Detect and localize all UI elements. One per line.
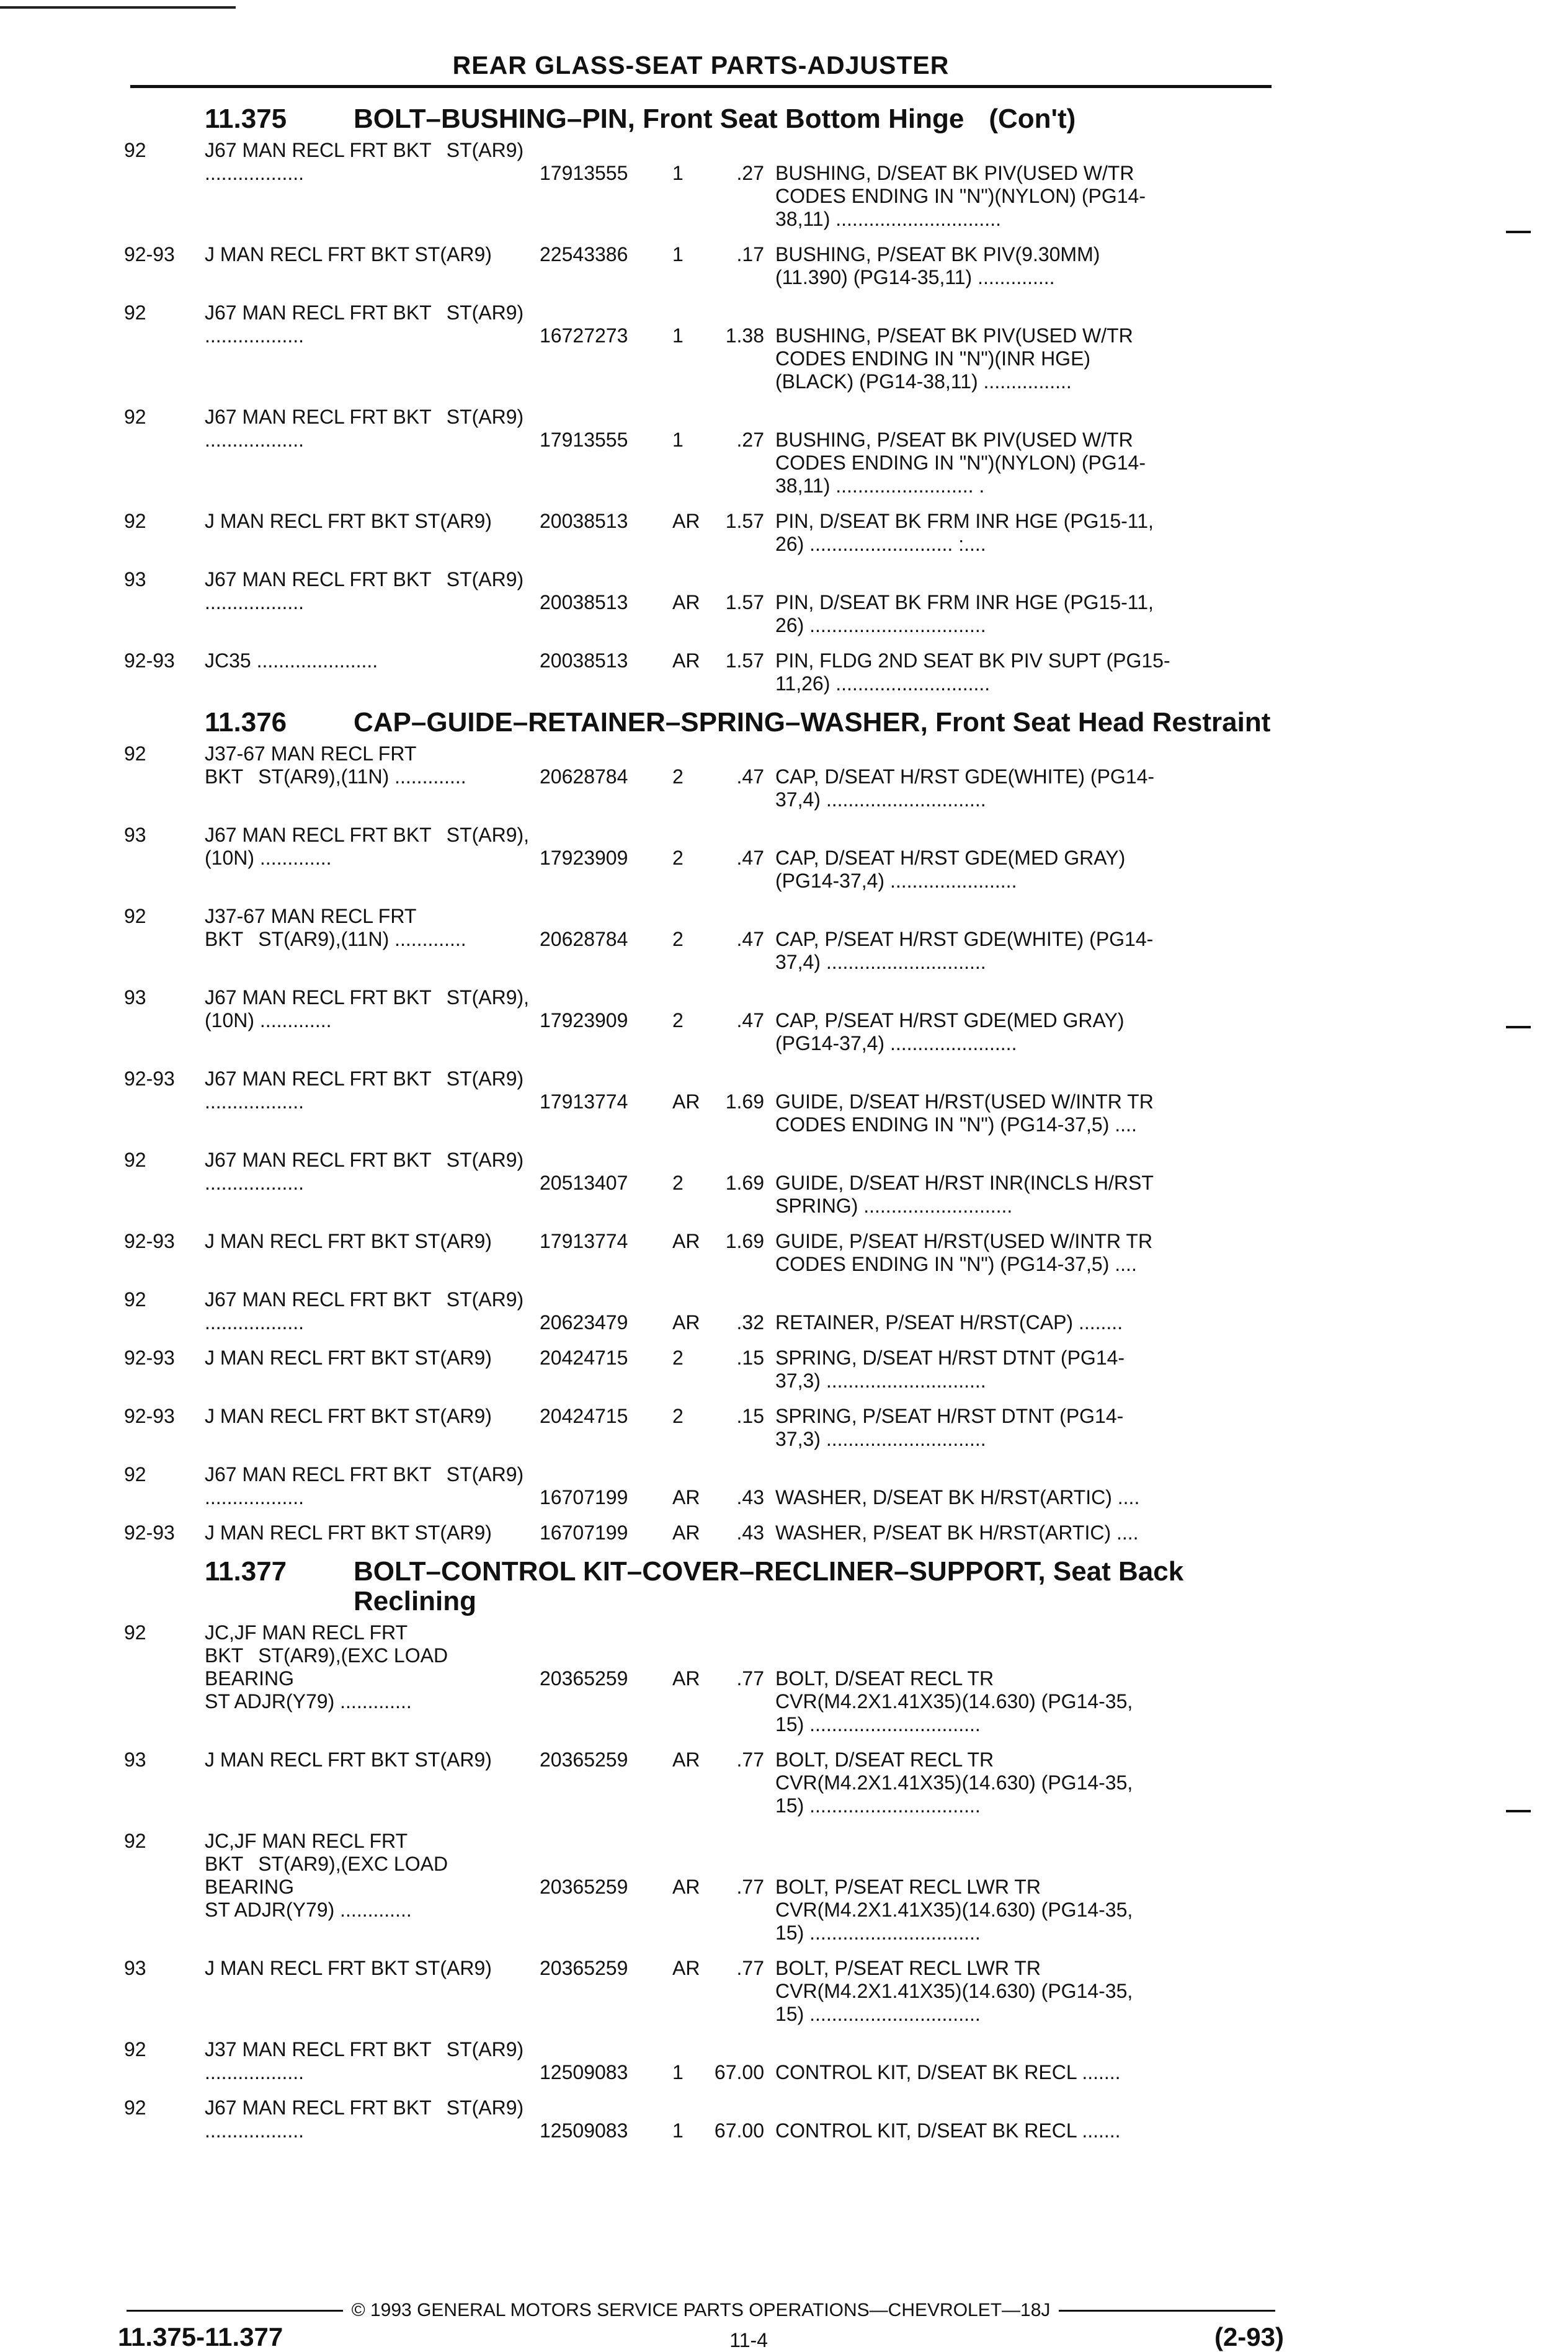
- usage-line: J67 MAN RECL FRT BKT: [205, 139, 432, 161]
- quantity: 1: [672, 429, 684, 451]
- price: 1.69: [725, 1172, 764, 1194]
- table-row: [124, 301, 1278, 393]
- usage-description: [205, 568, 540, 637]
- usage-description: [205, 1288, 540, 1334]
- usage-line: JC35 ......................: [205, 649, 378, 672]
- part-number: 20038513: [540, 649, 628, 672]
- price: .77: [736, 1876, 764, 1898]
- model-year: 92: [124, 510, 146, 532]
- price: .27: [736, 162, 764, 184]
- part-number: 17913774: [540, 1230, 628, 1252]
- part-name: BUSHING, D/SEAT BK PIV(USED W/TR CODES ENDING IN "N")(NYLON) (PG14- 38,11) ..............................: [775, 162, 1146, 230]
- section-11-377: [124, 1557, 1278, 2142]
- table-row: [124, 742, 1278, 811]
- quantity: 2: [672, 847, 684, 869]
- price: .47: [736, 1009, 764, 1031]
- part-name: BOLT, P/SEAT RECL LWR TR CVR(M4.2X1.41X35)(14.630) (PG14-35, 15) ...............................: [775, 1876, 1133, 1944]
- section-title: BOLT–CONTROL KIT–COVER–RECLINER–SUPPORT, Seat Back Reclining: [354, 1556, 1184, 1616]
- model-year: 92-93: [124, 649, 175, 672]
- usage-description: [205, 1149, 540, 1218]
- price: 1.57: [725, 649, 764, 672]
- quantity: AR: [672, 649, 700, 672]
- table-row: [124, 1230, 1278, 1276]
- copyright-text: © 1993 GENERAL MOTORS SERVICE PARTS OPERATIONS—CHEVROLET—18J: [351, 2300, 1051, 2320]
- model-year: 92-93: [124, 1067, 175, 1090]
- part-name: SPRING, D/SEAT H/RST DTNT (PG14- 37,3) .............................: [775, 1347, 1125, 1392]
- quantity: 2: [672, 1347, 684, 1369]
- usage-line-cont: ST(AR9) ..................: [205, 406, 524, 451]
- table-row: [124, 139, 1278, 231]
- usage-line-cont: ST(AR9) ..................: [205, 139, 524, 184]
- part-name: CAP, D/SEAT H/RST GDE(MED GRAY) (PG14-37,4) .......................: [775, 847, 1126, 892]
- part-number: 20513407: [540, 1172, 628, 1194]
- part-number: 20424715: [540, 1347, 628, 1369]
- usage-line-cont: ST(AR9) ..................: [205, 1288, 524, 1334]
- usage-description: [205, 2038, 540, 2084]
- usage-line-cont: ST(AR9) ..................: [205, 2038, 524, 2083]
- usage-line: J MAN RECL FRT BKT ST(AR9): [205, 1521, 492, 1544]
- part-number: 16727273: [540, 324, 628, 347]
- model-year: 92: [124, 1149, 146, 1171]
- usage-line-cont: ST(AR9) ..................: [205, 2096, 524, 2142]
- usage-description: [205, 1347, 540, 1392]
- model-year: 92: [124, 905, 146, 927]
- usage-description: [205, 406, 540, 497]
- quantity: 2: [672, 1405, 684, 1427]
- usage-line: J37-67 MAN RECL FRT BKT: [205, 905, 416, 950]
- price: .15: [736, 1347, 764, 1369]
- part-number: 20365259: [540, 1957, 628, 1979]
- usage-description: [205, 1621, 540, 1736]
- quantity: 1: [672, 243, 684, 265]
- quantity: 1: [672, 2061, 684, 2083]
- model-year: 92: [124, 1621, 146, 1644]
- table-row: [124, 986, 1278, 1055]
- section-number: 11.376: [205, 707, 287, 737]
- part-name: BOLT, D/SEAT RECL TR CVR(M4.2X1.41X35)(14.630) (PG14-35, 15) ...............................: [775, 1748, 1133, 1817]
- table-row: [124, 1957, 1278, 2026]
- price: .43: [736, 1486, 764, 1508]
- usage-line: J67 MAN RECL FRT BKT: [205, 986, 432, 1009]
- quantity: 2: [672, 765, 684, 788]
- quantity: 2: [672, 928, 684, 950]
- table-row: [124, 1748, 1278, 1817]
- page-title: REAR GLASS-SEAT PARTS-ADJUSTER: [452, 51, 950, 79]
- page-header: [130, 51, 1272, 88]
- usage-line: J37 MAN RECL FRT BKT: [205, 2038, 432, 2060]
- table-row: [124, 1149, 1278, 1218]
- quantity: AR: [672, 1876, 700, 1898]
- price: .77: [736, 1667, 764, 1690]
- model-year: 92: [124, 1288, 146, 1311]
- part-name: BUSHING, P/SEAT BK PIV(USED W/TR CODES ENDING IN "N")(INR HGE) (BLACK) (PG14-38,11) ................: [775, 324, 1133, 393]
- section-11-375: [124, 104, 1278, 695]
- part-number: 20365259: [540, 1876, 628, 1898]
- price: .27: [736, 429, 764, 451]
- quantity: 2: [672, 1009, 684, 1031]
- quantity: AR: [672, 591, 700, 613]
- part-number: 17913555: [540, 429, 628, 451]
- page-footer: [118, 2300, 1284, 2352]
- table-row: [124, 1463, 1278, 1509]
- price: 1.57: [725, 591, 764, 613]
- usage-line: J MAN RECL FRT BKT ST(AR9): [205, 1347, 492, 1369]
- usage-line: J MAN RECL FRT BKT ST(AR9): [205, 243, 492, 265]
- usage-line: J MAN RECL FRT BKT ST(AR9): [205, 510, 492, 532]
- part-name: CONTROL KIT, D/SEAT BK RECL .......: [775, 2061, 1121, 2083]
- model-year: 92: [124, 1463, 146, 1486]
- price: 67.00: [714, 2119, 764, 2142]
- usage-description: [205, 243, 540, 289]
- part-name: BUSHING, P/SEAT BK PIV(USED W/TR CODES ENDING IN "N")(NYLON) (PG14- 38,11) ......................... .: [775, 429, 1146, 497]
- page-number: 11-4: [729, 2329, 768, 2351]
- section-title: BOLT–BUSHING–PIN, Front Seat Bottom Hinge (Con't): [354, 104, 1076, 134]
- part-name: PIN, D/SEAT BK FRM INR HGE (PG15-11, 26) ................................: [775, 591, 1154, 636]
- usage-description: [205, 905, 540, 974]
- usage-line: J67 MAN RECL FRT BKT: [205, 824, 432, 846]
- margin-tick: [1506, 231, 1531, 233]
- usage-line-cont: ST(AR9),(10N) .............: [205, 824, 530, 869]
- quantity: 1: [672, 2119, 684, 2142]
- model-year: 92: [124, 139, 146, 161]
- model-year: 92-93: [124, 1405, 175, 1427]
- part-name: CAP, P/SEAT H/RST GDE(WHITE) (PG14- 37,4) .............................: [775, 928, 1154, 973]
- price: .47: [736, 928, 764, 950]
- parts-listing: [124, 100, 1278, 2155]
- usage-description: [205, 986, 540, 1055]
- quantity: 1: [672, 162, 684, 184]
- table-row: [124, 1621, 1278, 1736]
- table-row: [124, 243, 1278, 289]
- price: 1.69: [725, 1230, 764, 1252]
- price: .43: [736, 1521, 764, 1544]
- price: .47: [736, 765, 764, 788]
- footer-rule-right: [1059, 2310, 1275, 2312]
- quantity: AR: [672, 1748, 700, 1771]
- table-row: [124, 1067, 1278, 1136]
- part-number: 22543386: [540, 243, 628, 265]
- part-name: CAP, P/SEAT H/RST GDE(MED GRAY) (PG14-37,4) .......................: [775, 1009, 1125, 1054]
- section-number: 11.375: [205, 104, 287, 134]
- usage-line: JC,JF MAN RECL FRT BKT: [205, 1621, 408, 1667]
- table-row: [124, 568, 1278, 637]
- part-number: 20424715: [540, 1405, 628, 1427]
- usage-description: [205, 1067, 540, 1136]
- part-number: 20628784: [540, 765, 628, 788]
- usage-line-cont: ST(AR9),(11N) .............: [258, 765, 466, 788]
- usage-line: J67 MAN RECL FRT BKT: [205, 1067, 432, 1090]
- price: 1.57: [725, 510, 764, 532]
- part-number: 17913555: [540, 162, 628, 184]
- usage-description: [205, 1748, 540, 1817]
- usage-line-cont: ST(AR9),(EXC LOAD BEARING ST ADJR(Y79) .............: [205, 1853, 448, 1921]
- model-year: 92: [124, 2096, 146, 2119]
- table-row: [124, 1347, 1278, 1392]
- model-year: 93: [124, 824, 146, 846]
- usage-description: [205, 139, 540, 231]
- quantity: AR: [672, 1090, 700, 1113]
- usage-line: J67 MAN RECL FRT BKT: [205, 2096, 432, 2119]
- usage-line-cont: ST(AR9) ..................: [205, 568, 524, 613]
- quantity: AR: [672, 1667, 700, 1690]
- quantity: AR: [672, 1521, 700, 1544]
- usage-line: J MAN RECL FRT BKT ST(AR9): [205, 1748, 492, 1771]
- model-year: 92: [124, 2038, 146, 2060]
- usage-description: [205, 1463, 540, 1509]
- price: .17: [736, 243, 764, 265]
- part-number: 17923909: [540, 847, 628, 869]
- usage-line-cont: ST(AR9) ..................: [205, 1149, 524, 1194]
- price: 1.38: [725, 324, 764, 347]
- section-heading: [124, 708, 1278, 737]
- price: .47: [736, 847, 764, 869]
- part-number: 20365259: [540, 1748, 628, 1771]
- usage-description: [205, 1405, 540, 1451]
- usage-description: [205, 649, 540, 695]
- usage-line-cont: ST(AR9),(EXC LOAD BEARING ST ADJR(Y79) .............: [205, 1644, 448, 1713]
- part-number: 20623479: [540, 1311, 628, 1334]
- quantity: 1: [672, 324, 684, 347]
- table-row: [124, 406, 1278, 497]
- model-year: 93: [124, 986, 146, 1009]
- model-year: 92: [124, 1830, 146, 1852]
- table-row: [124, 1288, 1278, 1334]
- part-name: GUIDE, D/SEAT H/RST INR(INCLS H/RST SPRING) ...........................: [775, 1172, 1154, 1217]
- part-number: 20365259: [540, 1667, 628, 1690]
- revision-date: (2-93): [1214, 2322, 1284, 2351]
- quantity: AR: [672, 510, 700, 532]
- section-number: 11.377: [205, 1556, 287, 1587]
- part-name: BUSHING, P/SEAT BK PIV(9.30MM) (11.390) (PG14-35,11) ..............: [775, 243, 1100, 288]
- usage-line-cont: ST(AR9),(10N) .............: [205, 986, 530, 1031]
- price: 67.00: [714, 2061, 764, 2083]
- price: .77: [736, 1748, 764, 1771]
- part-number: 12509083: [540, 2061, 628, 2083]
- model-year: 92-93: [124, 1347, 175, 1369]
- quantity: AR: [672, 1311, 700, 1334]
- usage-line: J67 MAN RECL FRT BKT: [205, 301, 432, 324]
- part-name: GUIDE, P/SEAT H/RST(USED W/INTR TR CODES ENDING IN "N") (PG14-37,5) ....: [775, 1230, 1153, 1275]
- part-name: BOLT, D/SEAT RECL TR CVR(M4.2X1.41X35)(14.630) (PG14-35, 15) ...............................: [775, 1667, 1133, 1735]
- usage-line: J MAN RECL FRT BKT ST(AR9): [205, 1230, 492, 1252]
- part-number: 17913774: [540, 1090, 628, 1113]
- usage-line: J67 MAN RECL FRT BKT: [205, 1149, 432, 1171]
- quantity: AR: [672, 1486, 700, 1508]
- part-name: WASHER, D/SEAT BK H/RST(ARTIC) ....: [775, 1486, 1140, 1508]
- usage-line: J37-67 MAN RECL FRT BKT: [205, 742, 416, 788]
- table-row: [124, 2038, 1278, 2084]
- usage-line-cont: ST(AR9) ..................: [205, 1463, 524, 1508]
- part-name: BOLT, P/SEAT RECL LWR TR CVR(M4.2X1.41X35)(14.630) (PG14-35, 15) ...............................: [775, 1957, 1133, 2025]
- price: .15: [736, 1405, 764, 1427]
- model-year: 93: [124, 1957, 146, 1979]
- table-row: [124, 649, 1278, 695]
- part-name: CAP, D/SEAT H/RST GDE(WHITE) (PG14- 37,4) .............................: [775, 765, 1155, 811]
- usage-description: [205, 824, 540, 893]
- model-year: 93: [124, 1748, 146, 1771]
- model-year: 93: [124, 568, 146, 590]
- usage-line-cont: ST(AR9) ..................: [205, 301, 524, 347]
- usage-description: [205, 301, 540, 393]
- part-number: 20038513: [540, 591, 628, 613]
- model-year: 92-93: [124, 243, 175, 265]
- section-title: CAP–GUIDE–RETAINER–SPRING–WASHER, Front Seat Head Restraint: [354, 707, 1271, 737]
- model-year: 92-93: [124, 1230, 175, 1252]
- usage-line: JC,JF MAN RECL FRT BKT: [205, 1830, 408, 1875]
- section-continued: (Con't): [989, 104, 1076, 134]
- usage-description: [205, 2096, 540, 2142]
- part-number: 20628784: [540, 928, 628, 950]
- usage-description: [205, 1957, 540, 2026]
- usage-description: [205, 742, 540, 811]
- model-year: 92-93: [124, 1521, 175, 1544]
- part-number: 20038513: [540, 510, 628, 532]
- section-11-376: [124, 708, 1278, 1544]
- table-row: [124, 1405, 1278, 1451]
- part-number: 16707199: [540, 1486, 628, 1508]
- quantity: AR: [672, 1230, 700, 1252]
- usage-line: J MAN RECL FRT BKT ST(AR9): [205, 1957, 492, 1979]
- top-edge-rule: [0, 6, 236, 9]
- usage-line: J MAN RECL FRT BKT ST(AR9): [205, 1405, 492, 1427]
- price: .32: [736, 1311, 764, 1334]
- usage-line: J67 MAN RECL FRT BKT: [205, 406, 432, 428]
- quantity: AR: [672, 1957, 700, 1979]
- usage-description: [205, 1230, 540, 1276]
- usage-line-cont: ST(AR9) ..................: [205, 1067, 524, 1113]
- usage-description: [205, 510, 540, 556]
- margin-tick: [1506, 1810, 1531, 1812]
- part-name: SPRING, P/SEAT H/RST DTNT (PG14- 37,3) .............................: [775, 1405, 1124, 1450]
- quantity: 2: [672, 1172, 684, 1194]
- usage-line: J67 MAN RECL FRT BKT: [205, 568, 432, 590]
- part-number: 17923909: [540, 1009, 628, 1031]
- usage-line: J67 MAN RECL FRT BKT: [205, 1463, 432, 1486]
- model-year: 92: [124, 742, 146, 765]
- part-number: 12509083: [540, 2119, 628, 2142]
- table-row: [124, 1830, 1278, 1944]
- usage-line: J67 MAN RECL FRT BKT: [205, 1288, 432, 1311]
- part-number: 16707199: [540, 1521, 628, 1544]
- usage-line-cont: ST(AR9),(11N) .............: [258, 928, 466, 950]
- section-heading: [124, 1557, 1278, 1616]
- usage-description: [205, 1521, 540, 1544]
- table-row: [124, 1521, 1278, 1544]
- table-row: [124, 905, 1278, 974]
- part-name: PIN, D/SEAT BK FRM INR HGE (PG15-11, 26) .......................... :....: [775, 510, 1154, 555]
- part-name: WASHER, P/SEAT BK H/RST(ARTIC) ....: [775, 1521, 1139, 1544]
- usage-description: [205, 1830, 540, 1944]
- footer-rule-left: [127, 2310, 343, 2312]
- model-year: 92: [124, 301, 146, 324]
- part-name: CONTROL KIT, D/SEAT BK RECL .......: [775, 2119, 1121, 2142]
- price: 1.69: [725, 1090, 764, 1113]
- table-row: [124, 2096, 1278, 2142]
- part-name: RETAINER, P/SEAT H/RST(CAP) ........: [775, 1311, 1123, 1334]
- table-row: [124, 510, 1278, 556]
- price: .77: [736, 1957, 764, 1979]
- margin-tick: [1506, 1026, 1531, 1028]
- part-name: GUIDE, D/SEAT H/RST(USED W/INTR TR CODES ENDING IN "N") (PG14-37,5) ....: [775, 1090, 1154, 1136]
- section-heading: [124, 104, 1278, 134]
- section-range: 11.375-11.377: [118, 2322, 283, 2351]
- part-name: PIN, FLDG 2ND SEAT BK PIV SUPT (PG15- 11,26) ............................: [775, 649, 1170, 695]
- model-year: 92: [124, 406, 146, 428]
- table-row: [124, 824, 1278, 893]
